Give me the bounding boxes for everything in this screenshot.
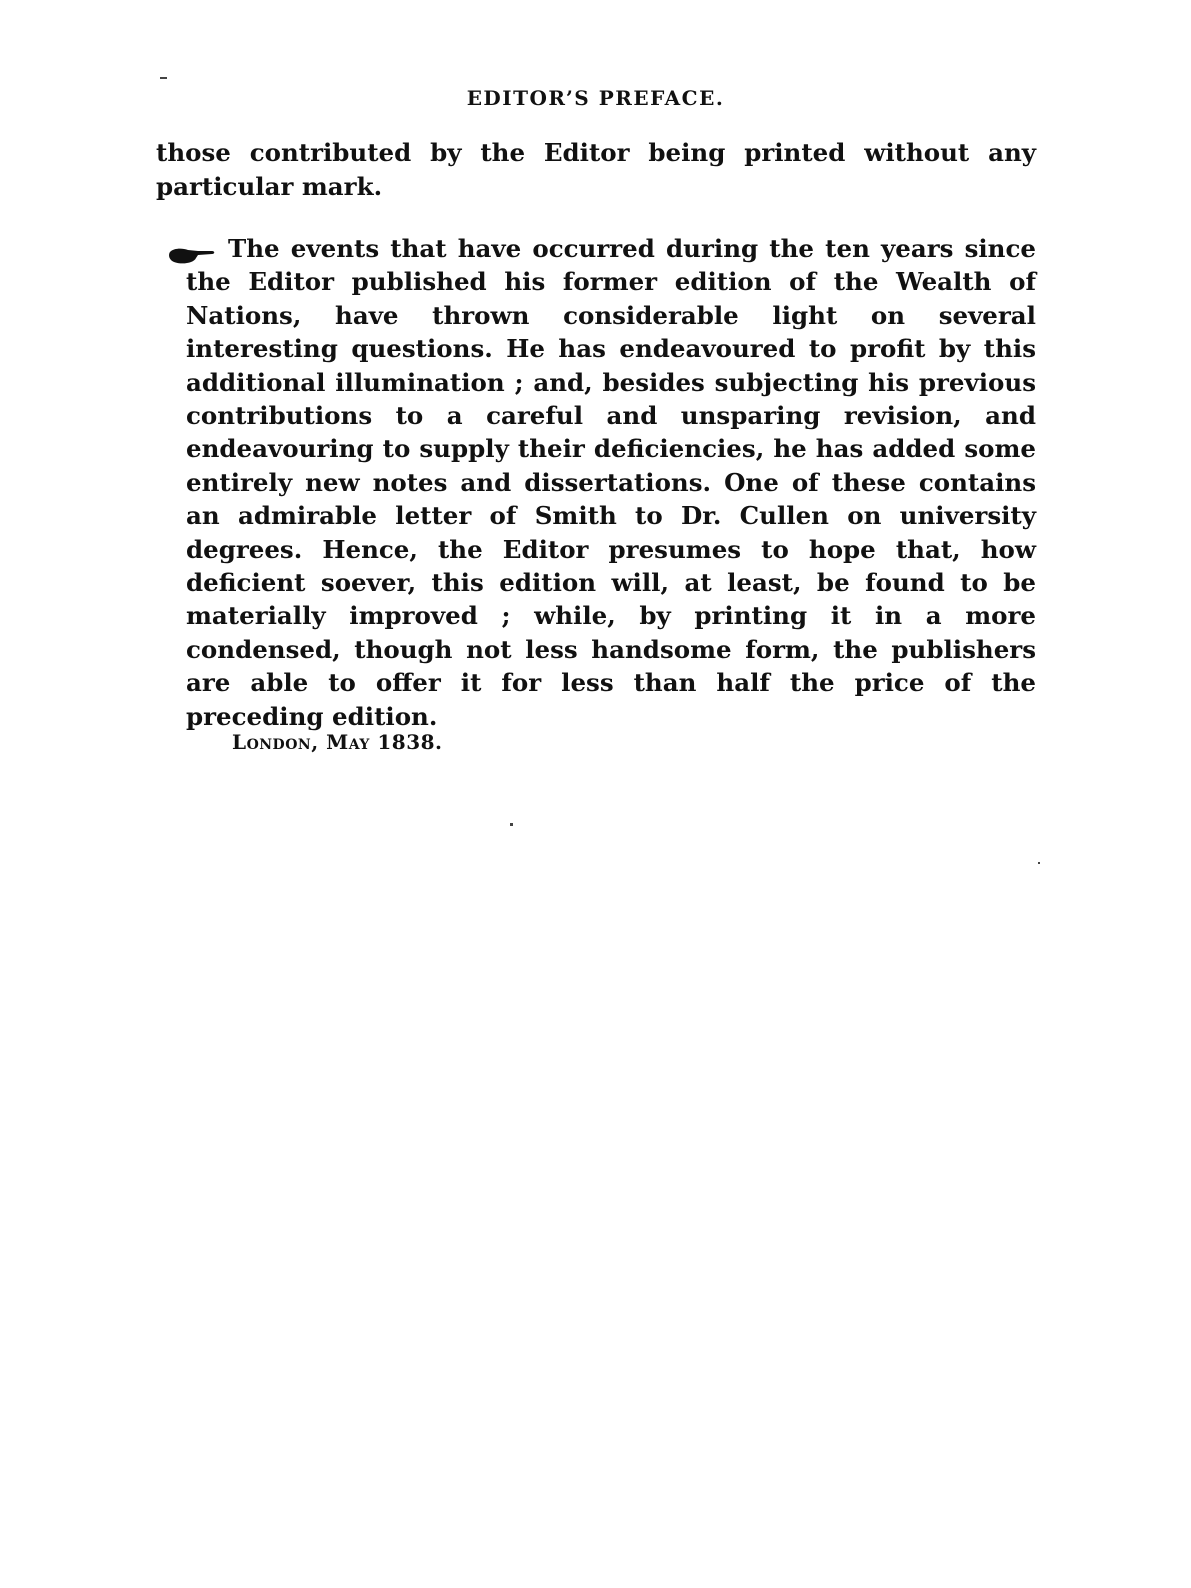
running-title: EDITOR’S PREFACE. bbox=[466, 86, 725, 110]
continued-paragraph: those contributed by the Editor being printed without any particular mark. bbox=[156, 138, 1036, 201]
main-paragraph-text: The events that have occurred during the ten years since the Editor published his former edition of the Wealth of Nations, have thrown considerable light on several interesting questions. He has endeavoured to profit by this additional illumination ; and, besides subjecting his previous contributions to a careful and unsparing revision, and endeavouring to supply their deficiencies, he has added some entirely new notes and dissertations. One of these contains an admirable letter of Smith to Dr. Cullen on university degrees. Hence, the Editor presumes to hope that, how deficient soever, this edition will, at least, be found to be materially improved ; while, by printing it in a more condensed, though not less handsome form, the publishers are able to offer it for less than half the price of the preceding edition. bbox=[186, 234, 1036, 731]
place-date-signoff: London, May 1838. bbox=[232, 730, 443, 754]
print-speck bbox=[510, 823, 513, 826]
print-speck bbox=[1038, 862, 1040, 864]
print-speck bbox=[160, 77, 167, 79]
main-paragraph bbox=[186, 232, 1036, 733]
